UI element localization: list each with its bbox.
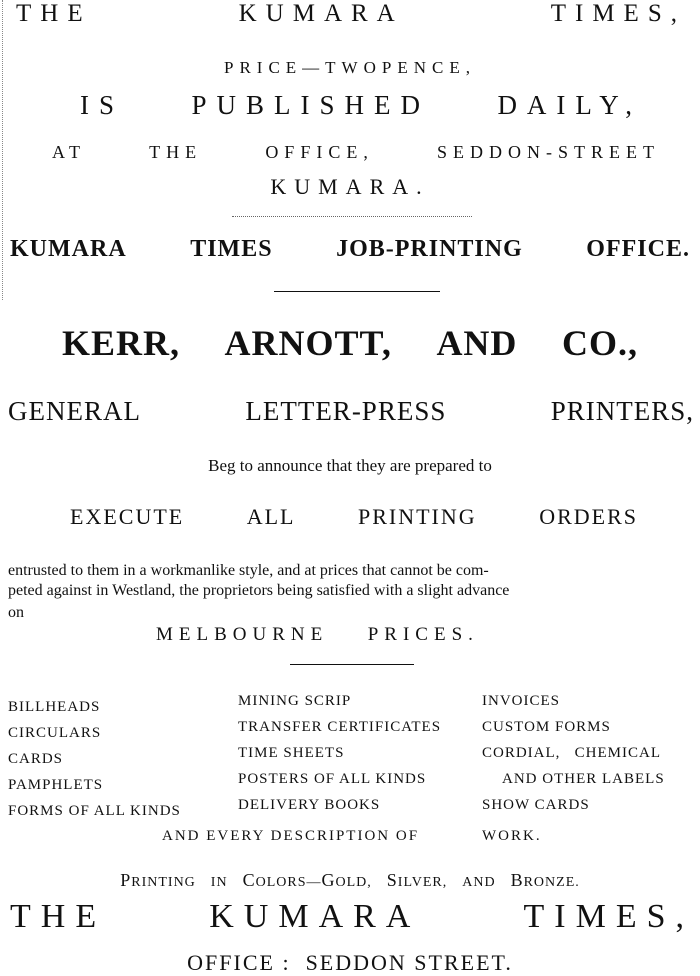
execute-line	[0, 504, 700, 530]
colors-line	[0, 870, 700, 891]
masthead-word: TIMES,	[550, 0, 686, 27]
melbourne-word: PRICES.	[367, 624, 479, 645]
every-description-line: AND EVERY DESCRIPTION OF	[162, 828, 420, 844]
product-item: POSTERS OF ALL KINDS	[238, 771, 427, 787]
job-office-word: JOB-PRINTING	[336, 236, 523, 262]
product-item: BILLHEADS	[8, 699, 101, 715]
colors-word: COLORS—GOLD,	[242, 870, 372, 890]
divider-rule	[290, 664, 414, 665]
footer-masthead	[0, 898, 700, 936]
product-item: PAMPHLETS	[8, 777, 104, 793]
product-item: CIRCULARS	[8, 725, 102, 741]
product-item: TRANSFER CERTIFICATES	[238, 719, 442, 735]
masthead-word: THE	[16, 0, 92, 27]
published-word: PUBLISHED	[191, 90, 430, 120]
job-office-word: OFFICE.	[586, 236, 690, 262]
product-item: DELIVERY BOOKS	[238, 797, 381, 813]
dotted-divider	[232, 216, 472, 217]
footer-masthead-word: KUMARA	[209, 898, 421, 935]
execute-word: PRINTING	[358, 504, 477, 529]
office-word: AT	[52, 142, 86, 162]
colors-word: SILVER,	[386, 870, 448, 890]
office-word: OFFICE,	[265, 142, 374, 162]
divider-rule	[274, 291, 440, 292]
body-text-line: on	[8, 604, 24, 621]
product-item: CARDS	[8, 751, 64, 767]
melbourne-word: MELBOURNE	[156, 624, 329, 645]
footer-masthead-word: THE	[10, 898, 107, 935]
job-office-word: KUMARA	[10, 236, 127, 262]
product-item: MINING SCRIP	[238, 693, 352, 709]
footer-office-line: OFFICE : SEDDON STREET.	[187, 950, 513, 975]
product-column	[482, 688, 696, 818]
office-word: THE	[149, 142, 203, 162]
colors-word: AND	[462, 875, 496, 890]
masthead	[0, 0, 700, 28]
firm-name-word: CO.,	[561, 323, 638, 363]
body-text-line: entrusted to them in a workmanlike style, and at prices that cannot be com-	[8, 562, 489, 579]
firm-name-word: KERR,	[62, 323, 181, 363]
colors-word: PRINTING	[120, 870, 196, 890]
announce-line: Beg to announce that they are prepared to	[208, 456, 492, 475]
product-item: TIME SHEETS	[238, 745, 345, 761]
trade-word: PRINTERS,	[550, 396, 694, 426]
published-line	[0, 90, 700, 121]
product-item: CORDIAL, CHEMICAL	[482, 745, 661, 761]
product-column	[238, 688, 441, 818]
execute-word: EXECUTE	[70, 504, 185, 529]
work-label: WORK.	[482, 828, 542, 844]
execute-word: ORDERS	[539, 504, 638, 529]
job-office-heading	[0, 236, 700, 263]
town-line: KUMARA.	[270, 174, 430, 199]
office-word: SEDDON-STREET	[436, 142, 660, 162]
product-item: SHOW CARDS	[482, 797, 590, 813]
trade-line	[0, 396, 700, 427]
trade-word: LETTER-PRESS	[245, 396, 447, 426]
footer-masthead-word: TIMES,	[523, 898, 694, 935]
published-word: DAILY,	[497, 90, 642, 120]
trade-word: GENERAL	[8, 396, 141, 426]
office-line	[0, 142, 700, 163]
product-item: AND OTHER LABELS	[502, 771, 665, 787]
product-item: CUSTOM FORMS	[482, 719, 611, 735]
execute-word: ALL	[246, 504, 296, 529]
firm-name	[0, 322, 700, 364]
colors-word: BRONZE.	[510, 870, 580, 890]
firm-name-word: AND	[436, 323, 518, 363]
melbourne-line	[156, 624, 576, 646]
product-item: FORMS OF ALL KINDS	[8, 803, 181, 819]
product-column	[8, 694, 181, 824]
colors-word: IN	[210, 875, 228, 890]
price-line: PRICE—TWOPENCE,	[224, 58, 476, 77]
published-word: IS	[80, 90, 125, 120]
job-office-word: TIMES	[190, 236, 273, 262]
product-item: INVOICES	[482, 693, 560, 709]
firm-name-word: ARNOTT,	[224, 323, 392, 363]
masthead-word: KUMARA	[238, 0, 404, 27]
body-text-line: peted against in Westland, the proprietors being satisfied with a slight advance	[8, 582, 510, 599]
